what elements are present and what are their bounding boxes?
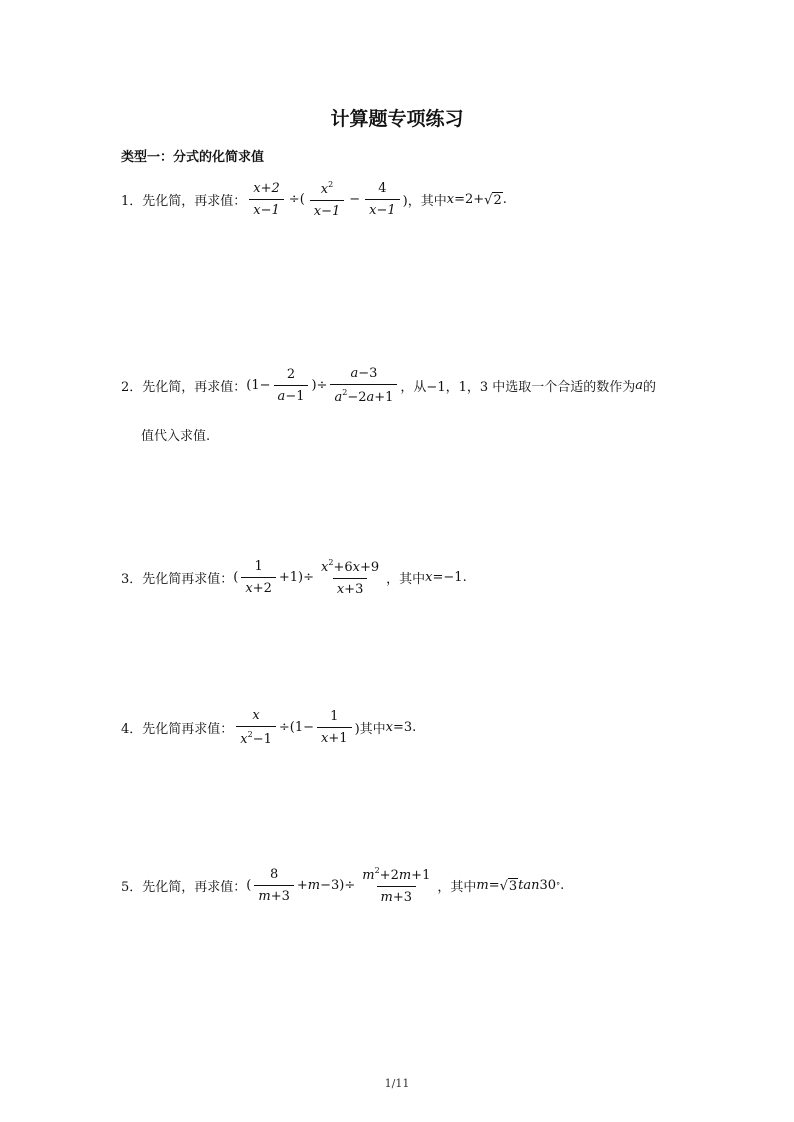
problem-3 (121, 558, 467, 597)
period: . (412, 720, 417, 735)
variable: a (635, 378, 644, 393)
angle-value: 30 (539, 878, 557, 893)
fraction (274, 367, 309, 404)
section-heading: 类型一：分式的化简求值 (121, 150, 265, 165)
problem-number: 3． (121, 572, 143, 587)
denominator: x−1 (249, 199, 284, 218)
problem-prompt: 先化简再求值： (142, 722, 234, 737)
problem-2 (121, 366, 656, 405)
numerator: 1 (330, 709, 339, 724)
operator: )÷ (311, 378, 328, 393)
denominator: x+1 (317, 727, 352, 746)
condition-text: ，其中 (437, 880, 477, 895)
variable: x (446, 192, 455, 207)
problem-prompt: 先化简，再求值： (142, 880, 247, 895)
fraction (330, 366, 397, 405)
numerator: $m^2+2m+1$ (362, 866, 431, 883)
operator: +1)÷ (278, 570, 315, 585)
variable: m (307, 878, 321, 893)
problem-number: 4． (121, 722, 143, 737)
operator: ( (233, 570, 239, 585)
fraction (236, 708, 276, 747)
problem-prompt: 先化简，再求值： (142, 194, 247, 209)
numerator: 8 (269, 867, 279, 882)
variable: x (425, 570, 433, 585)
equals-value: =3 (392, 720, 413, 735)
denominator: x−1 (310, 200, 345, 219)
operator: ÷(1− (278, 720, 315, 735)
numerator: $x^2$ (320, 180, 334, 197)
condition-text: )，其中 (402, 194, 447, 209)
problem-number: 1． (121, 194, 143, 209)
variable: m (476, 878, 489, 893)
page-title: 计算题专项练习 (330, 108, 464, 130)
period: . (560, 878, 565, 893)
operator: ( (246, 878, 252, 893)
degree-symbol: ° (556, 881, 561, 890)
period: . (502, 192, 507, 207)
problem-prompt: 先化简，再求值： (142, 380, 247, 395)
denominator: a−1 (274, 385, 309, 404)
problem-prompt: 先化简再求值： (142, 572, 234, 587)
problem-1 (121, 180, 507, 219)
problem-4 (121, 708, 416, 747)
fraction (358, 866, 434, 905)
problem-number: 5． (121, 880, 143, 895)
operator: ÷( (288, 192, 305, 207)
numerator: 2 (286, 367, 296, 382)
variable: x (385, 720, 393, 735)
denominator: m+3 (254, 885, 294, 904)
tan-function: tan (518, 878, 540, 893)
page-number: 1/11 (384, 1077, 410, 1090)
operator: + (296, 878, 308, 893)
denominator: $x^2-1$ (236, 726, 276, 747)
numerator: a−3 (350, 366, 378, 381)
fraction (317, 558, 383, 597)
period: . (462, 570, 467, 585)
sqrt-expression: √ 2 (484, 192, 502, 208)
denominator: $a^2-2a+1$ (330, 384, 397, 405)
equals-value: =−1 (432, 570, 463, 585)
equals-sign: = (488, 878, 500, 893)
operator: (1− (246, 378, 271, 393)
operator: − (349, 192, 361, 207)
numerator: 1 (254, 559, 263, 574)
fraction (317, 709, 352, 746)
denominator: x+2 (241, 577, 276, 596)
condition-text: ，其中 (386, 572, 426, 587)
fraction (310, 180, 345, 219)
operator: −3)÷ (320, 878, 356, 893)
fraction (254, 867, 294, 904)
numerator: x (252, 708, 260, 723)
denominator: x−1 (365, 199, 400, 218)
numerator: 4 (378, 181, 387, 196)
problem-5 (121, 866, 564, 905)
numerator: x+2 (253, 181, 280, 196)
sqrt-expression: √ 3 (499, 878, 518, 894)
equals-value: =2+ (454, 192, 485, 207)
problem-number: 2． (121, 380, 143, 395)
numerator: $x^2+6x+9$ (321, 558, 380, 575)
condition-text-end: 的 (643, 380, 657, 395)
condition-text: ，从−1，1，3 中选取一个合适的数作为 (400, 380, 636, 395)
condition-text: )其中 (354, 722, 386, 737)
fraction (249, 181, 284, 218)
fraction (365, 181, 400, 218)
fraction (241, 559, 276, 596)
denominator: x+3 (333, 578, 368, 597)
problem-2-continuation: 值代入求值. (141, 429, 211, 444)
denominator: m+3 (377, 886, 417, 905)
